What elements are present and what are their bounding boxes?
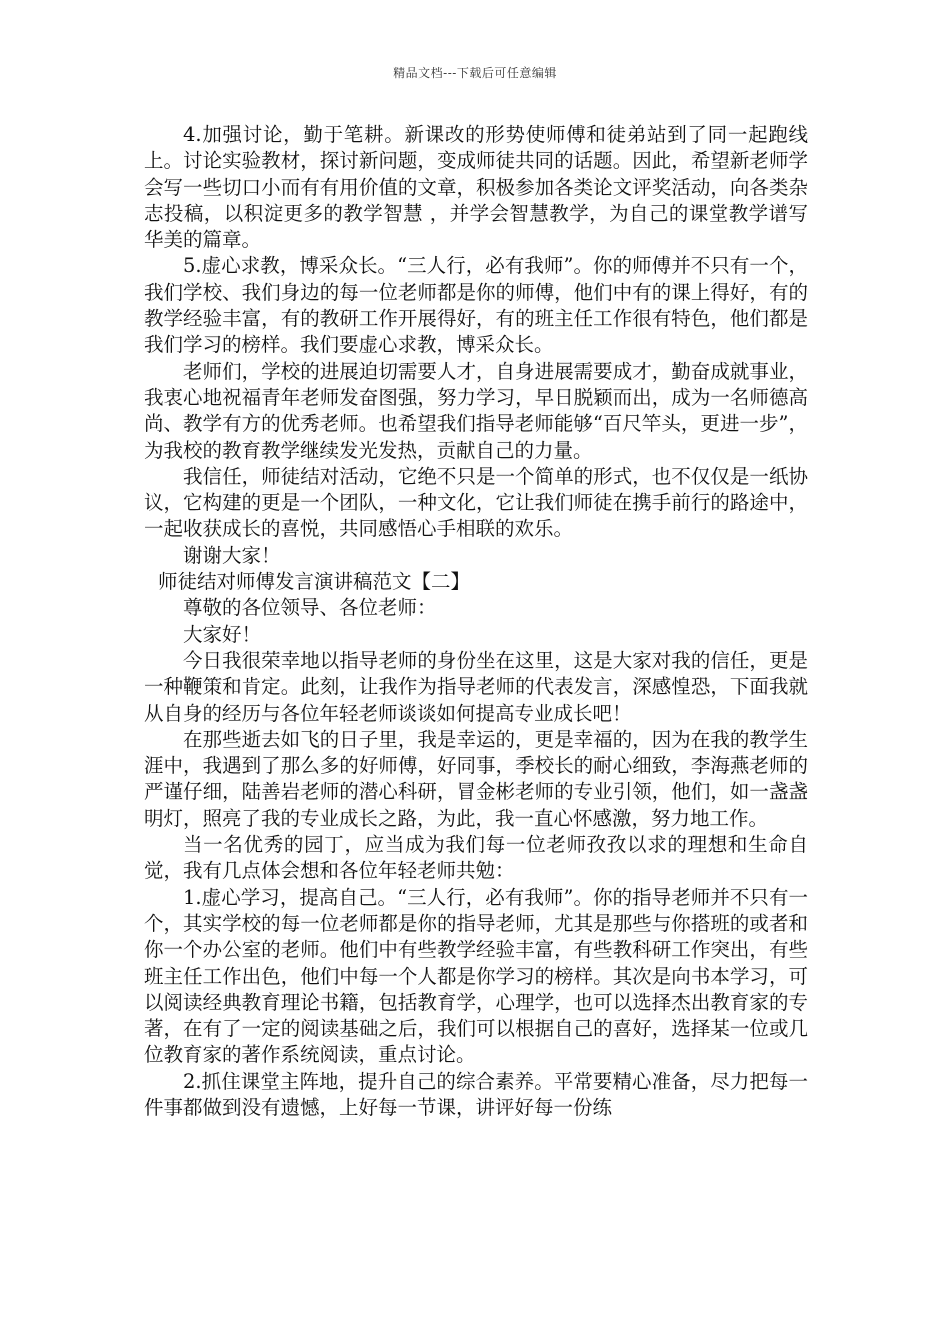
- paragraph: 今日我很荣幸地以指导老师的身份坐在这里，这是大家对我的信任，更是一种鞭策和肯定。此刻，让我作为指导老师的代表发言，深感惶恐，下面我就从自身的经历与各位年轻老师谈谈如何提高专业成长吧！: [144, 648, 808, 725]
- paragraph: 2.抓住课堂主阵地，提升自己的综合素养。平常要精心准备，尽力把每一件事都做到没有遗憾，上好每一节课，讲评好每一份练: [144, 1069, 808, 1119]
- paragraph: 大家好！: [183, 622, 262, 646]
- section-title: 师徒结对师傅发言演讲稿范文【二】: [158, 570, 471, 594]
- paragraph: 我信任，师徒结对活动，它绝不只是一个简单的形式，也不仅仅是一纸协议，它构建的更是一个团队，一种文化，它让我们师徒在携手前行的路途中，一起收获成长的喜悦，共同感悟心手相联的欢乐。: [144, 464, 808, 541]
- page-header: 精品文档---下载后可任意编辑: [393, 66, 557, 80]
- paragraph: 尊敬的各位领导、各位老师：: [183, 596, 437, 620]
- paragraph: 1.虚心学习，提高自己。“三人行，必有我师”。你的指导老师并不只有一个，其实学校的每一位老师都是你的指导老师，尤其是那些与你搭班的或者和你一个办公室的老师。他们中有些教学经验丰富，有些教科研工作突出，有些班主任工作出色，他们中每一个人都是你学习的榜样。其次是向书本学习，可以阅读经典教育理论书籍，包括教育学，心理学，也可以选择杰出教育家的专著，在有了一定的阅读基础之后，我们可以根据自己的喜好，选择某一位或几位教育家的著作系统阅读，重点讨论。: [144, 885, 808, 1067]
- paragraph: 老师们，学校的进展迫切需要人才，自身进展需要成才，勤奋成就事业，我衷心地祝福青年老师发奋图强，努力学习，早日脱颖而出，成为一名师德高尚、教学有方的优秀老师。也希望我们指导老师能够“百尺竿头，更进一步”，为我校的教育教学继续发光发热，贡献自己的力量。: [144, 359, 808, 462]
- paragraph: 当一名优秀的园丁，应当成为我们每一位老师孜孜以求的理想和生命自觉，我有几点体会想和各位年轻老师共勉：: [144, 833, 808, 883]
- paragraph: 谢谢大家！: [183, 543, 281, 567]
- paragraph: 在那些逝去如飞的日子里，我是幸运的，更是幸福的，因为在我的教学生涯中，我遇到了那么多的好师傅，好同事，季校长的耐心细致，李海燕老师的严谨仔细，陆善岩老师的潜心科研，冒金彬老师的专业引领，他们，如一盏盏明灯，照亮了我的专业成长之路，为此，我一直心怀感激，努力地工作。: [144, 727, 808, 830]
- document-body: [144, 122, 808, 1121]
- paragraph: 5.虚心求教，博采众长。“三人行，必有我师”。你的师傅并不只有一个，我们学校、我们身边的每一位老师都是你的师傅，他们中有的课上得好，有的教学经验丰富，有的教研工作开展得好，有的班主任工作很有特色，他们都是我们学习的榜样。我们要虚心求教，博采众长。: [144, 254, 808, 357]
- paragraph: 4.加强讨论，勤于笔耕。新课改的形势使师傅和徒弟站到了同一起跑线上。讨论实验教材，探讨新问题，变成师徒共同的话题。因此，希望新老师学会写一些切口小而有有用价值的文章，积极参加各类论文评奖活动，向各类杂志投稿，以积淀更多的教学智慧 ，并学会智慧教学，为自己的课堂教学谱写华美的篇章。: [144, 123, 808, 252]
